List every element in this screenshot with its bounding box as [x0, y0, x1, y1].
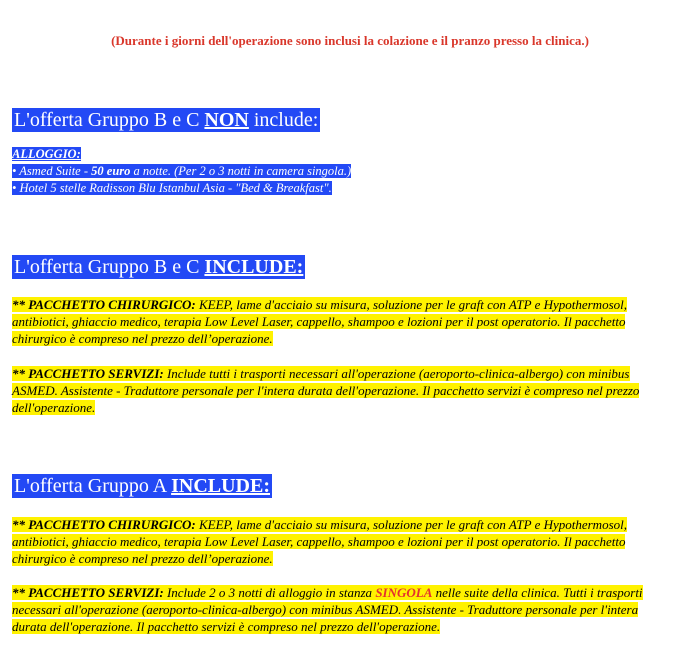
- bc-services-label: ** PACCHETTO SERVIZI:: [12, 366, 164, 381]
- a-surgical-text: [12, 517, 627, 566]
- alloggio-line-1-end: a notte. (Per 2 o 3 notti in camera singola.): [130, 164, 352, 178]
- heading-gruppo-bc-include: [12, 255, 305, 279]
- singola-highlight: SINGOLA: [375, 585, 433, 600]
- top-note: (Durante i giorni dell'operazione sono inclusi la colazione e il pranzo presso la clinica.): [111, 33, 589, 48]
- bc-surgical-text: [12, 297, 627, 346]
- heading-emphasis: NON: [204, 109, 249, 131]
- a-surgical-label: ** PACCHETTO CHIRURGICO:: [12, 517, 196, 532]
- a-services-body: Include 2 o 3 notti di alloggio in stanza: [163, 585, 376, 600]
- heading-text: L'offerta Gruppo B e C: [14, 256, 205, 278]
- a-services-label: ** PACCHETTO SERVIZI:: [12, 585, 164, 600]
- bc-services-text: [12, 366, 639, 415]
- heading-text: L'offerta Gruppo B e C: [14, 109, 205, 131]
- a-surgical-body: KEEP, lame d'acciaio su misura, soluzione per le graft con ATP e Hypothermosol, antibiotici, ghiaccio medico, terapia Low Level Laser, cappello, shampoo e lozioni per il post operatorio. Il pacchetto chirurgico è compreso nel prezzo dell’operazione.: [12, 517, 627, 566]
- bc-surgical-body: KEEP, lame d'acciaio su misura, soluzione per le graft con ATP e Hypothermosol, antibiotici, ghiaccio medico, terapia Low Level Laser, cappello, shampoo e lozioni per il post operatorio. Il pacchetto chirurgico è compreso nel prezzo dell’operazione.: [12, 297, 627, 346]
- heading-gruppo-a-include: [12, 474, 272, 498]
- alloggio-section: [12, 146, 351, 197]
- bc-services-package: [12, 365, 652, 416]
- alloggio-line-1-text: • Asmed Suite -: [12, 164, 92, 178]
- bc-surgical-package: [12, 296, 652, 347]
- heading-text: L'offerta Gruppo A: [14, 475, 172, 497]
- alloggio-line-1: [12, 164, 351, 178]
- alloggio-line-2: • Hotel 5 stelle Radisson Blu Istanbul Asia - "Bed & Breakfast".: [12, 181, 332, 195]
- a-services-package: [12, 584, 652, 635]
- a-services-text: [12, 585, 643, 634]
- bc-surgical-label: ** PACCHETTO CHIRURGICO:: [12, 297, 196, 312]
- alloggio-label: ALLOGGIO:: [12, 147, 81, 161]
- bc-services-body: Include tutti i trasporti necessari all'operazione (aeroporto-clinica-albergo) con minibus ASMED. Assistente - Traduttore personale per l'intera durata dell'operazione. Il pacchetto servizi è compreso nel prezzo dell'operazione.: [12, 366, 640, 415]
- heading-emphasis: INCLUDE:: [204, 256, 304, 278]
- heading-text-end: include:: [248, 109, 319, 131]
- a-services-body-end: nelle suite della clinica. Tutti i trasporti necessari all'operazione (aeroporto-clinica-albergo) con minibus ASMED. Assistente - Traduttore personale per l'intera durata dell'operazione. Il pacchetto servizi è compreso nel prezzo dell'operazione.: [12, 585, 643, 634]
- heading-emphasis: INCLUDE:: [171, 475, 270, 497]
- alloggio-price: 50 euro: [91, 164, 131, 178]
- heading-gruppo-bc-non-include: [12, 108, 320, 132]
- a-surgical-package: [12, 516, 652, 567]
